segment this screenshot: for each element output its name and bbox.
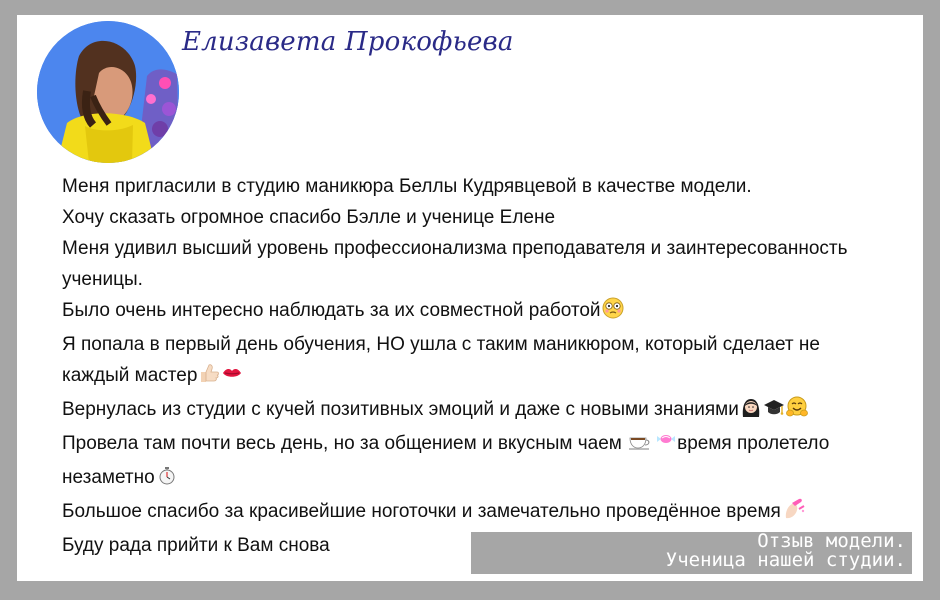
review-line-3: Меня удивил высший уровень профессионализма преподавателя и заинтересованность [62, 238, 848, 259]
nail-polish-icon [782, 498, 806, 530]
hugging-face-icon [786, 396, 808, 428]
review-line-10 [62, 462, 922, 496]
flushed-face-icon [602, 297, 624, 329]
kiss-lips-icon [221, 362, 243, 394]
thumbs-up-icon [198, 362, 220, 394]
author-avatar [37, 21, 179, 163]
review-line-11 [62, 496, 922, 530]
review-line-8 [62, 394, 922, 428]
review-card [17, 15, 923, 581]
author-name: Елизавета Прокофьева [182, 27, 514, 57]
review-line-9-continuation: время пролетело [677, 433, 830, 454]
review-caption [471, 532, 912, 574]
candy-icon [655, 430, 677, 462]
tea-cup-icon [628, 430, 654, 462]
review-line-5 [62, 295, 922, 329]
review-line-8-text: Вернулась из студии с кучей позитивных эмоций и даже с новыми знаниями [62, 399, 739, 420]
review-line-11-text: Большое спасибо за красивейшие ноготочки и замечательно проведённое время [62, 501, 781, 522]
review-line-2: Хочу сказать огромное спасибо Бэлле и ученице Елене [62, 207, 556, 228]
review-line-7 [62, 360, 922, 394]
caption-line-2: Ученица нашей студии. [665, 549, 906, 571]
review-line-6: Я попала в первый день обучения, НО ушла с таким маникюром, который сделает не [62, 334, 820, 355]
caption-line-1: Отзыв модели. [757, 530, 906, 552]
review-line-4: ученицы. [62, 269, 143, 290]
review-text [62, 171, 922, 561]
review-line-12: Буду рада прийти к Вам снова [62, 535, 330, 556]
stopwatch-icon [156, 464, 178, 496]
review-line-1: Меня пригласили в студию маникюра Беллы Кудрявцевой в качестве модели. [62, 176, 752, 197]
review-line-5-text: Было очень интересно наблюдать за их совместной работой [62, 300, 601, 321]
graduation-cap-icon [763, 396, 785, 428]
review-line-9-text: Провела там почти весь день, но за общением и вкусным чаем [62, 433, 622, 454]
woman-icon [740, 396, 762, 428]
review-line-7-text: каждый мастер [62, 365, 198, 386]
review-line-10-text: незаметно [62, 467, 155, 488]
review-line-9 [62, 428, 922, 462]
